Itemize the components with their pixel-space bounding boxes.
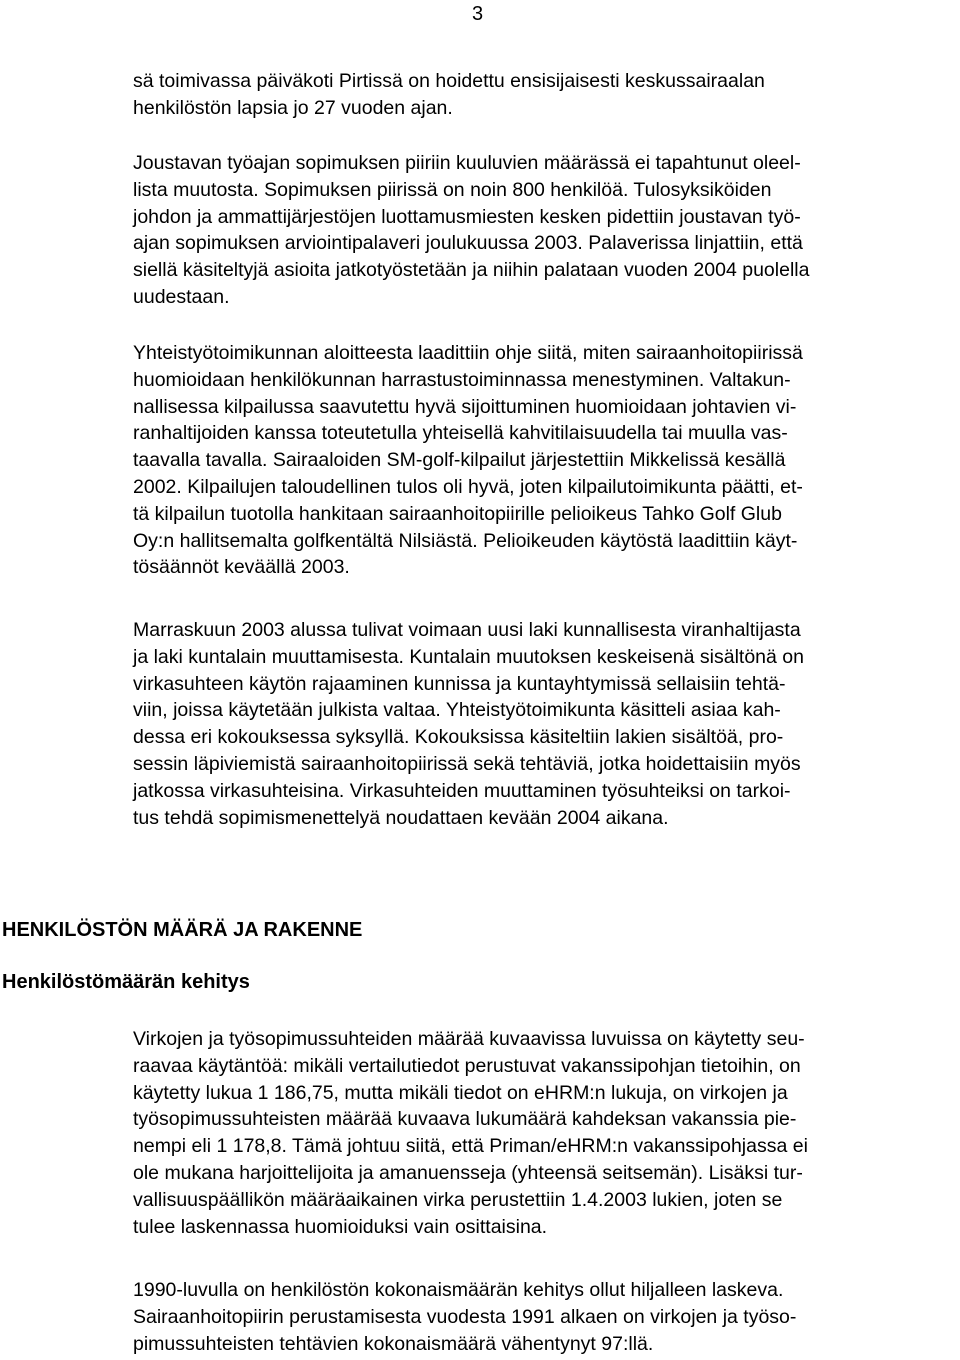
paragraph-hobby-achievements <box>133 340 933 581</box>
text-line: sessin läpiviemistä sairaanhoitopiirissä sekä tehtäviä, jotka hoidettaisiin myös <box>133 752 801 775</box>
subsection-heading: Henkilöstömäärän kehitys <box>2 971 250 993</box>
text-line: työsopimussuhteisten määrää kuvaava lukumäärä kahdeksan vakanssia pie- <box>133 1108 797 1131</box>
paragraph-daycare <box>133 68 933 122</box>
text-line: tä kilpailun tuotolla hankitaan sairaanhoitopiirille pelioikeus Tahko Golf Glub <box>133 502 782 525</box>
text-line: ja laki kuntalain muuttamisesta. Kuntalain muutoksen keskeisenä sisältönä on <box>133 645 804 668</box>
text-line: siellä käsiteltyjä asioita jatkotyöstetään ja niihin palataan vuoden 2004 puolella <box>133 259 810 282</box>
text-line: Oy:n hallitsemalta golfkentältä Nilsiästä. Pelioikeuden käytöstä laadittiin käyt- <box>133 529 798 552</box>
text-line: Joustavan työajan sopimuksen piiriin kuuluvien määrässä ei tapahtunut oleel- <box>133 152 801 174</box>
text-line: nallisessa kilpailussa saavutettu hyvä sijoittuminen huomioidaan johtavien vi- <box>133 395 797 418</box>
text-line: 1990-luvulla on henkilöstön kokonaismäärän kehitys ollut hiljalleen laskeva. <box>133 1279 784 1301</box>
text-line: Marraskuun 2003 alussa tulivat voimaan uusi laki kunnallisesta viranhaltijasta <box>133 619 801 641</box>
text-line: tulee laskennassa huomioiduksi vain osittaisina. <box>133 1215 548 1238</box>
text-line: Yhteistyötoimikunnan aloitteesta laadittiin ohje siitä, miten sairaanhoitopiirissä <box>133 342 803 364</box>
text-line: taavalla tavalla. Sairaaloiden SM-golf-kilpailut järjestettiin Mikkelissä kesällä <box>133 449 786 472</box>
text-line: Virkojen ja työsopimussuhteiden määrää kuvaavissa luvuissa on käytetty seu- <box>133 1028 805 1050</box>
text-line: dessa eri kokouksessa syksyllä. Kokouksissa käsiteltiin lakien sisältöä, pro- <box>133 726 784 749</box>
page-number: 3 <box>472 3 484 25</box>
text-line: viin, joissa käytetään julkista valtaa. Yhteistyötoimikunta käsitteli asiaa kah- <box>133 699 781 722</box>
text-line: käytetty lukua 1 186,75, mutta mikäli tiedot on eHRM:n lukuja, on virkojen ja <box>133 1081 788 1104</box>
text-line: vallisuuspäällikön määräaikainen virka perustettiin 1.4.2003 lukien, joten se <box>133 1188 783 1211</box>
paragraph-flexible-working-time <box>133 150 933 311</box>
text-line: pimussuhteisten tehtävien kokonaismäärä vähentynyt 97:llä. <box>133 1332 654 1355</box>
paragraph-municipal-law <box>133 617 933 831</box>
text-line: tus tehdä sopimismenettelyä noudattaen kevään 2004 aikana. <box>133 806 669 829</box>
text-line: jatkossa virkasuhteisina. Virkasuhteiden muuttaminen työsuhteiksi on tarkoi- <box>133 779 791 802</box>
text-line: raavaa käytäntöä: mikäli vertailutiedot perustuvat vakanssipohjan tietoihin, on <box>133 1054 801 1077</box>
text-line: nempi eli 1 178,8. Tämä johtuu siitä, että Priman/eHRM:n vakanssipohjassa ei <box>133 1135 808 1158</box>
paragraph-staff-trend <box>133 1277 933 1357</box>
text-line: sä toimivassa päiväkoti Pirtissä on hoidettu ensisijaisesti keskussairaalan <box>133 70 765 92</box>
section-heading: HENKILÖSTÖN MÄÄRÄ JA RAKENNE <box>2 919 363 941</box>
text-line: tösäännöt keväällä 2003. <box>133 556 350 579</box>
paragraph-staff-count-method <box>133 1026 933 1240</box>
text-line: virkasuhteen käytön rajaaminen kunnissa ja kuntayhtymissä sellaisiin tehtä- <box>133 672 786 695</box>
text-line: huomioidaan henkilökunnan harrastustoiminnassa menestyminen. Valtakun- <box>133 368 791 391</box>
text-line: uudestaan. <box>133 285 230 308</box>
text-line: ole mukana harjoittelijoita ja amanuensseja (yhteensä seitsemän). Lisäksi tur- <box>133 1161 803 1184</box>
text-line: 2002. Kilpailujen taloudellinen tulos oli hyvä, joten kilpailutoimikunta päätti, et- <box>133 475 803 498</box>
text-line: johdon ja ammattijärjestöjen luottamusmiesten kesken pidettiin joustavan työ- <box>133 205 801 228</box>
text-line: Sairaanhoitopiirin perustamisesta vuodesta 1991 alkaen on virkojen ja työso- <box>133 1305 797 1328</box>
text-line: henkilöstön lapsia jo 27 vuoden ajan. <box>133 96 453 119</box>
text-line: lista muutosta. Sopimuksen piirissä on noin 800 henkilöä. Tulosyksiköiden <box>133 178 772 201</box>
text-line: ranhaltijoiden kanssa toteutetulla yhteisellä kahvitilaisuudella tai muulla vas- <box>133 422 788 445</box>
text-line: ajan sopimuksen arviointipalaveri joulukuussa 2003. Palaverissa linjattiin, että <box>133 232 803 255</box>
